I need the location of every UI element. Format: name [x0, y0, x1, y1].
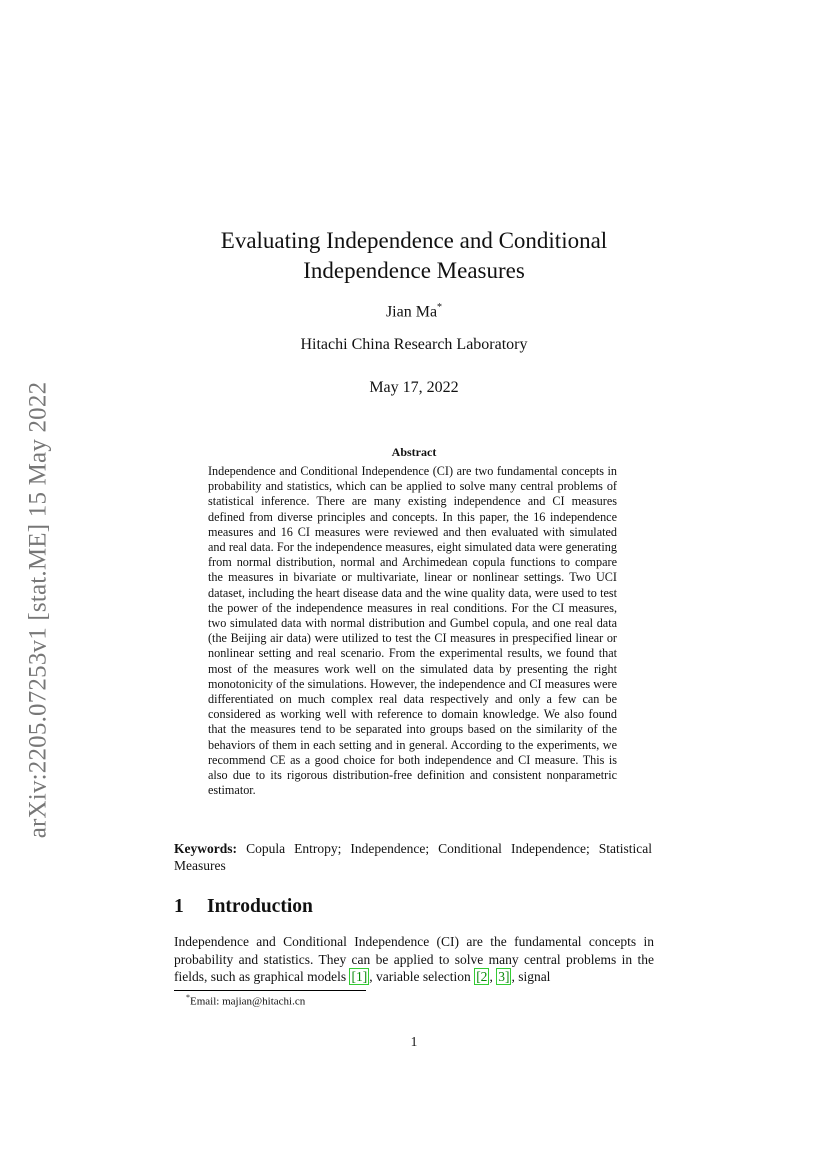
- citation-separator: ,: [489, 969, 497, 985]
- keywords-label: Keywords:: [174, 841, 237, 856]
- keywords: [174, 840, 652, 874]
- section-title: Introduction: [207, 896, 313, 917]
- intro-text-1: Independence and Conditional Independence (CI) are the fundamental concepts in probability and statistics. They can be applied to solve many central problems in the fields, such as graphical models: [174, 934, 654, 985]
- citation-link-2[interactable]: [2: [476, 969, 488, 985]
- affiliation: Hitachi China Research Laboratory: [300, 336, 528, 353]
- section-heading: [174, 896, 313, 918]
- arxiv-identifier-text: arXiv:2205.07253v1 [stat.ME] 15 May 2022: [24, 381, 51, 839]
- intro-text-2: , variable selection: [369, 969, 475, 985]
- arxiv-identifier: [20, 350, 56, 870]
- paper-title: [150, 226, 678, 286]
- author: [0, 302, 828, 321]
- footnote-mark: *: [186, 993, 190, 1002]
- abstract-heading: Abstract: [391, 445, 437, 459]
- abstract-body: Independence and Conditional Independence (CI) are two fundamental concepts in probability and statistics, which can be applied to solve many central problems of statistical inference. There are many existing independence and CI measures defined from diverse principles and concepts. In this paper, the 16 independence measures and 16 CI measures were reviewed and then evaluated with simulated and real data. For the independence measures, eight simulated data were generating from normal distribution, normal and Archimedean copula functions to compare the measures in bivariate or multivariate, linear or nonlinear settings. Two UCI dataset, including the heart disease data and the wine quality data, were used to test the power of the independence measures in real conditions. For the CI measures, two simulated data with normal distribution and Gumbel copula, and one real data (the Beijing air data) were utilized to test the CI measures in prespecified linear or nonlinear setting and real scenario. From the experimental results, we found that most of the measures work well on the simulated data by presenting the right monotonicity of the simulations. However, the independence and CI measures were differentiated on much complex real data respectively and only a few can be considered as working well with reference to domain knowledge. We also found that the measures tend to be separated into groups based on the similarity of the behaviors of them in each setting and in general. According to the experiments, we recommend CE as a good choice for both independence and CI measure. This is also due to its rigorous distribution-free definition and consistent nonparametric estimator.: [208, 464, 617, 798]
- footnote-text: Email: majian@hitachi.cn: [190, 995, 306, 1008]
- title-line-1: Evaluating Independence and Conditional: [220, 228, 608, 253]
- footnote-rule: [174, 990, 366, 991]
- author-footnote-mark: *: [437, 302, 443, 313]
- intro-paragraph: [174, 933, 654, 986]
- keywords-text: Copula Entropy; Independence; Conditional Independence; Statistical Measures: [174, 841, 652, 873]
- author-name: Jian Ma: [385, 303, 438, 321]
- footnote: [186, 993, 305, 1008]
- date: May 17, 2022: [369, 379, 459, 396]
- citation-link-3[interactable]: 3]: [498, 969, 510, 985]
- title-line-2: Independence Measures: [303, 258, 525, 283]
- intro-text-3: , signal: [511, 969, 551, 985]
- page-number: 1: [410, 1034, 418, 1049]
- citation-link-1[interactable]: [1]: [351, 969, 368, 985]
- section-number: 1: [174, 896, 184, 917]
